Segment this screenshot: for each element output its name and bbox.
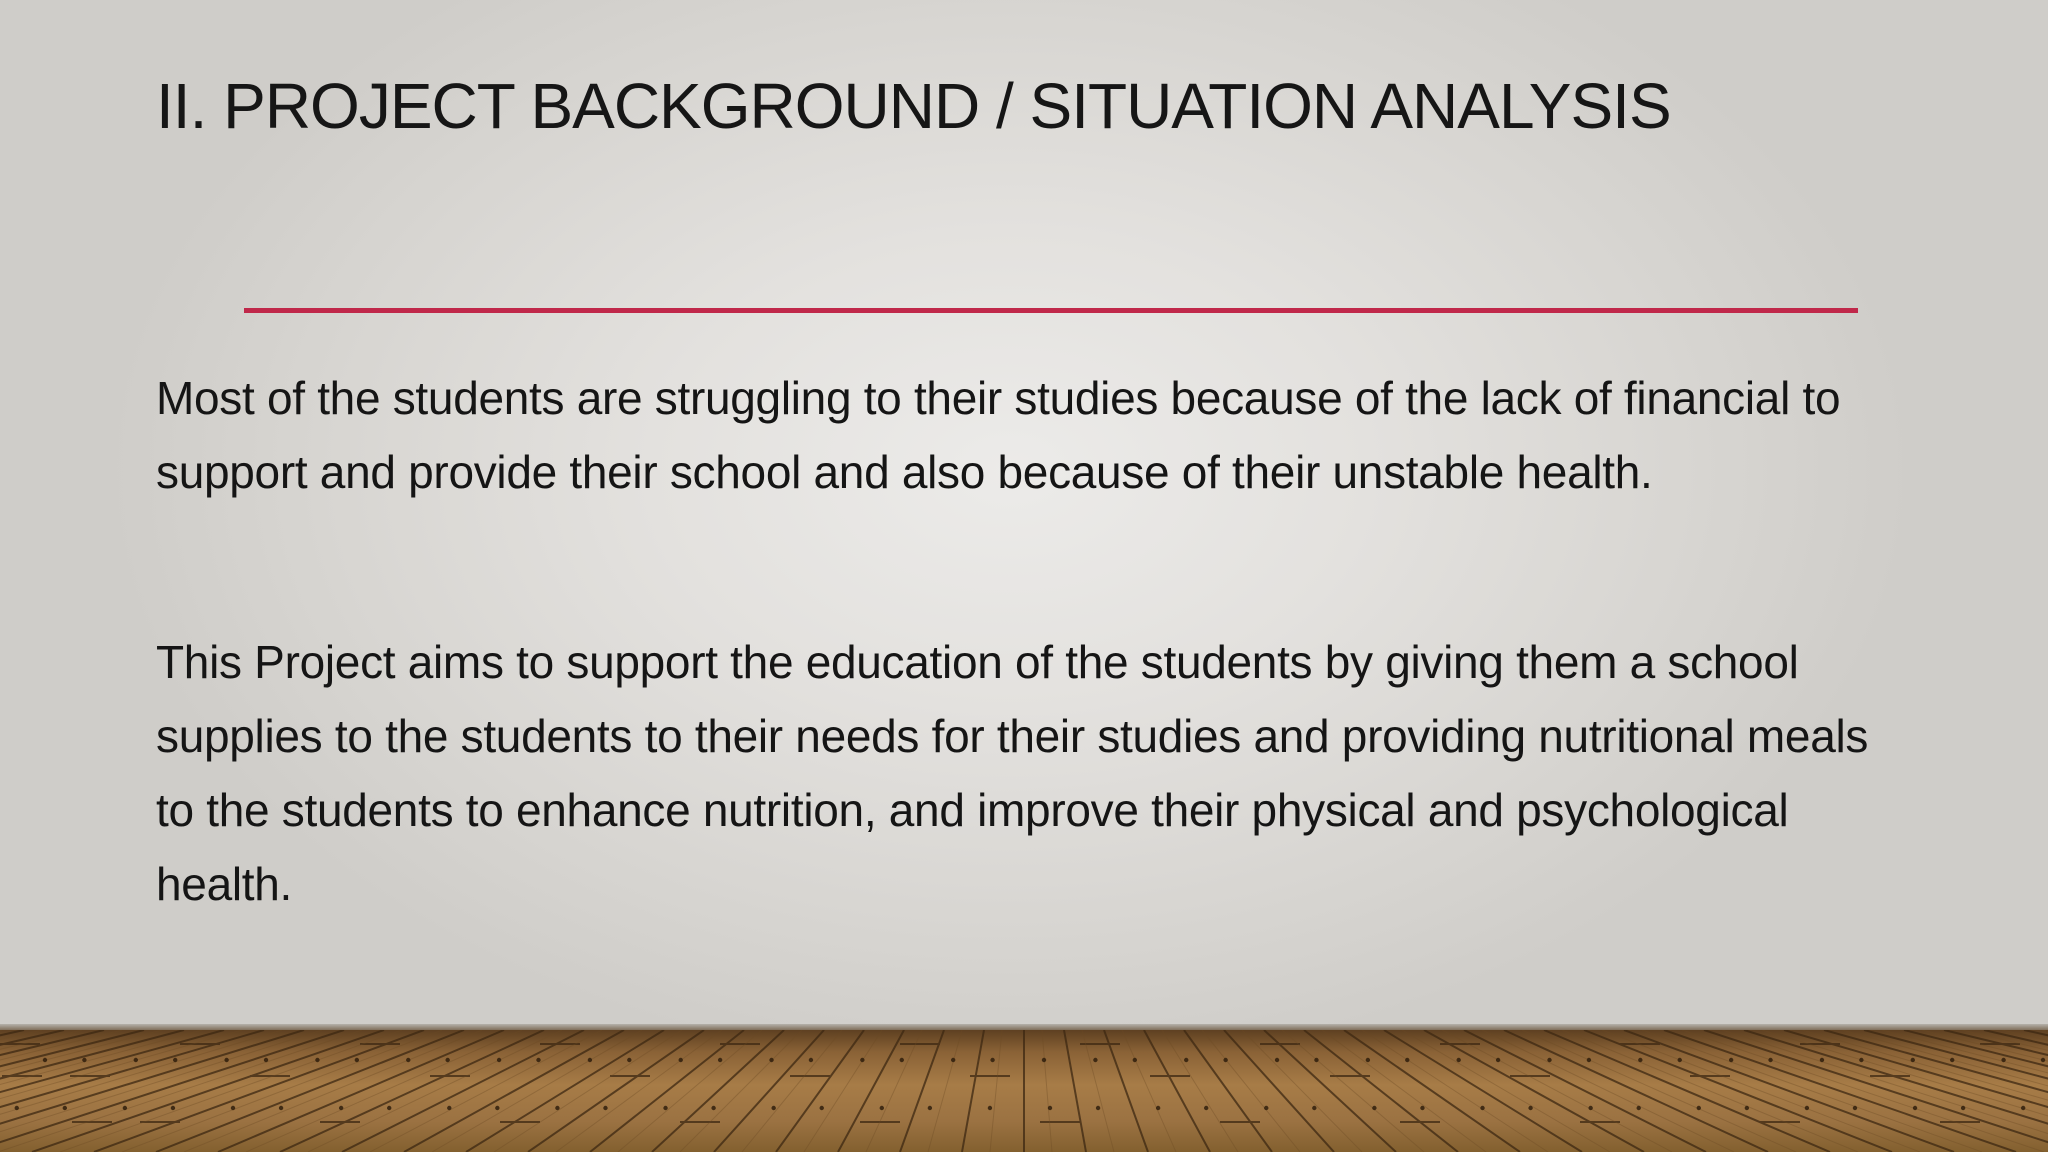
body-paragraph-1: Most of the students are struggling to their studies because of the lack of financial to support and provide their school and also because of their unstable health. — [156, 372, 1841, 498]
title-underline — [244, 308, 1858, 313]
wood-floor — [0, 1030, 2048, 1152]
floorboards-texture — [0, 1030, 2048, 1152]
slide-title: II. PROJECT BACKGROUND / SITUATION ANALYSIS — [156, 70, 1671, 142]
body-paragraph-2: This Project aims to support the education of the students by giving them a school supplies to the students to their needs for their studies and providing nutritional meals to the students to enhance nutrition, and improve their physical and psychological health. — [156, 636, 1869, 910]
